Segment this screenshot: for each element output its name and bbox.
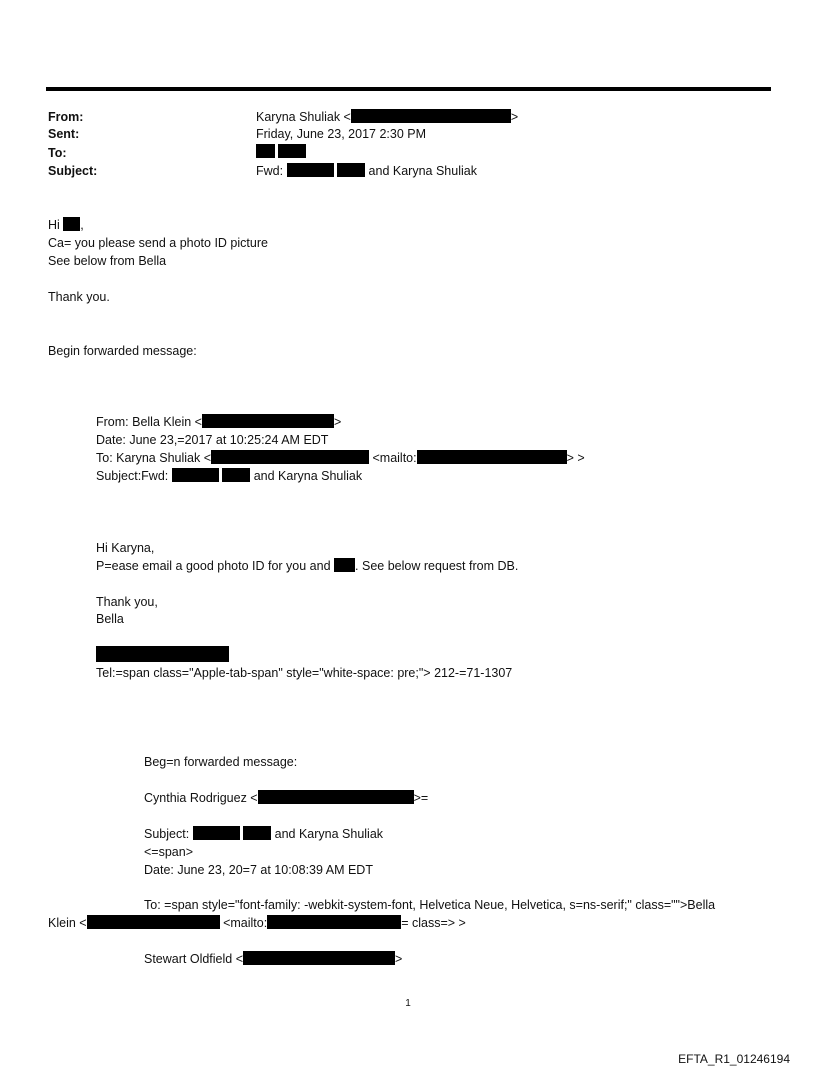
fwd1-body-prefix: P=ease email a good photo ID for you and — [96, 559, 331, 573]
fwd1-thanks: Thank you, — [96, 595, 158, 609]
fwd2-cc — [144, 951, 402, 967]
fwd2-to-cont-prefix: Klein < — [48, 916, 87, 930]
to-label: To: — [48, 146, 67, 160]
fwd1-signoff: Bella — [96, 612, 124, 626]
fwd1-subject — [96, 468, 362, 484]
from-label: From: — [48, 110, 84, 124]
fwd1-date: Date: June 23,=2017 at 10:25:24 AM EDT — [96, 433, 329, 447]
fwd1-body-suffix: . See below request from DB. — [355, 559, 519, 573]
redaction-box — [278, 144, 306, 158]
redaction-box — [202, 414, 334, 428]
redaction-box — [334, 558, 355, 572]
fwd2-to-cont-suffix: = class=> > — [401, 916, 466, 930]
fwd2-subject — [144, 826, 383, 842]
page-number: 1 — [405, 998, 411, 1009]
redaction-box — [87, 915, 220, 929]
redaction-box — [193, 826, 240, 840]
fwd2-to-continuation — [48, 915, 466, 931]
thanks: Thank you. — [48, 290, 110, 304]
header-rule — [46, 87, 771, 91]
redaction-box — [96, 646, 229, 662]
fwd2-begin: Beg=n forwarded message: — [144, 755, 298, 769]
subject-suffix: and Karyna Shuliak — [368, 164, 477, 178]
greeting: Hi — [48, 218, 60, 232]
sent-value: Friday, June 23, 2017 2:30 PM — [256, 127, 427, 141]
fwd2-span: <=span> — [144, 845, 194, 859]
fwd1-hi: Hi Karyna, — [96, 541, 155, 555]
body-line-2: See below from Bella — [48, 254, 167, 268]
fwd1-signature-redaction — [96, 646, 229, 664]
redaction-box — [267, 915, 401, 929]
fwd2-subject-prefix: Subject: — [144, 827, 190, 841]
redaction-box — [211, 450, 369, 464]
redaction-box — [258, 790, 414, 804]
to-value — [256, 144, 306, 160]
redaction-box — [351, 109, 511, 123]
fwd2-cc-prefix: Stewart Oldfield < — [144, 952, 244, 966]
from-name: Karyna Shuliak < — [256, 110, 351, 124]
greeting-comma: , — [80, 218, 84, 232]
fwd1-subject-prefix: Subject:Fwd: — [96, 469, 169, 483]
redaction-box — [337, 163, 365, 177]
begin-forwarded: Begin forwarded message: — [48, 344, 197, 358]
subject-prefix: Fwd: — [256, 164, 284, 178]
fwd1-from — [96, 414, 341, 430]
redaction-box — [243, 826, 271, 840]
fwd2-from-prefix: Cynthia Rodriguez < — [144, 791, 258, 805]
from-value — [256, 109, 518, 125]
redaction-box — [63, 217, 80, 231]
greeting-line — [48, 217, 84, 233]
redaction-box — [222, 468, 250, 482]
fwd2-subject-suffix: and Karyna Shuliak — [274, 827, 384, 841]
redaction-box — [172, 468, 219, 482]
fwd2-to: To: =span style="font-family: -webkit-system-font, Helvetica Neue, Helvetica, s=ns-serif;" class="">Bella — [144, 898, 716, 912]
fwd1-body — [96, 558, 518, 574]
fwd2-cc-close: > — [395, 952, 403, 966]
fwd1-subject-suffix: and Karyna Shuliak — [253, 469, 363, 483]
fwd1-to — [96, 450, 585, 466]
subject-label: Subject: — [48, 164, 98, 178]
fwd1-to-mailto: <mailto: — [372, 451, 417, 465]
redaction-box — [417, 450, 567, 464]
fwd2-date: Date: June 23, 20=7 at 10:08:39 AM EDT — [144, 863, 373, 877]
body-line-1: Ca= you please send a photo ID picture — [48, 236, 268, 250]
fwd1-to-close: > > — [566, 451, 585, 465]
fwd2-to-cont-mailto: <mailto: — [223, 916, 268, 930]
sent-label: Sent: — [48, 127, 80, 141]
fwd1-from-close: > — [333, 415, 342, 429]
redaction-box — [256, 144, 275, 158]
bates-number: EFTA_R1_01246194 — [678, 1052, 790, 1066]
fwd2-from-close: >= — [413, 791, 429, 805]
fwd1-tel: Tel:=span class="Apple-tab-span" style="white-space: pre;"> 212-=71-1307 — [96, 666, 513, 680]
fwd1-to-prefix: To: Karyna Shuliak < — [96, 451, 211, 465]
redaction-box — [243, 951, 395, 965]
fwd2-from — [144, 790, 428, 806]
from-close: > — [510, 110, 519, 124]
subject-value — [256, 163, 477, 179]
fwd1-from-prefix: From: Bella Klein < — [96, 415, 202, 429]
redaction-box — [287, 163, 334, 177]
